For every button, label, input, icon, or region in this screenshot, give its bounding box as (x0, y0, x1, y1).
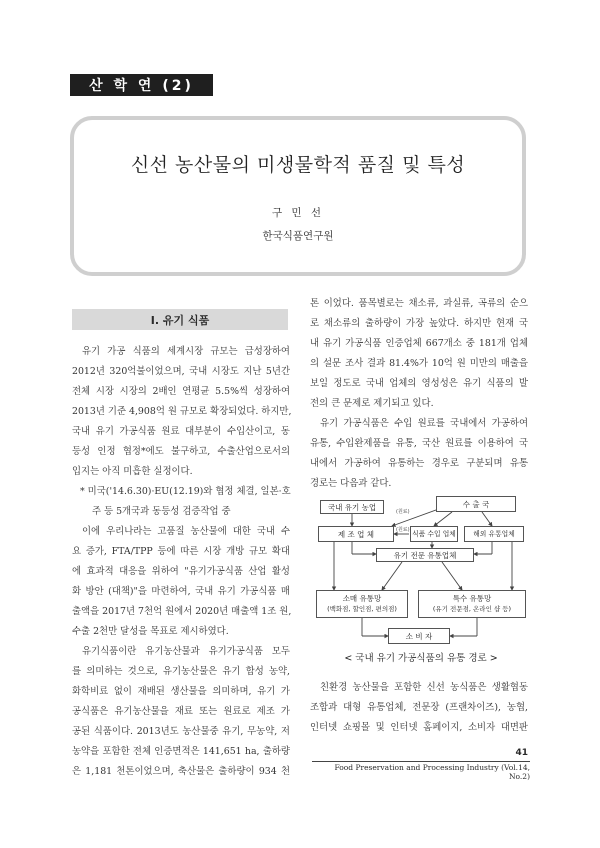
text-line: 로 채소류의 출하량이 가장 높았다. 하지만 현재 국 (310, 318, 528, 329)
node-dedicated-distributor: 유기 전문 유통업체 (376, 548, 474, 562)
node-domestic-farms: 국내 유기 농업 (320, 500, 384, 514)
text-line: 유기 가공식품은 수입 원료를 국내에서 가공하여 (320, 418, 528, 429)
text-line: 보일 정도로 국내 업체의 영성성은 유기 식품의 발 (310, 378, 528, 389)
text-line: 주 등 5개국과 동등성 검증작업 중 (92, 506, 231, 517)
section-heading: Ⅰ. 유기 식품 (72, 309, 288, 330)
node-food-importer: 식품 수입 업체 (410, 526, 458, 542)
right-column-text-top (310, 294, 528, 494)
text-line: 공식품은 유기농산물을 재료 또는 원료로 제조 가 (72, 706, 290, 717)
footer-rule (312, 761, 530, 762)
author-affiliation: 한국식품연구원 (262, 230, 334, 242)
text-line: 유기식품이란 유기농산물과 유기가공식품 모두 (82, 646, 290, 657)
series-badge: 산 학 연 (2) (70, 74, 213, 96)
text-line: 의 설문 조사 결과 81.4%가 10억 원 미만의 매출을 (310, 358, 528, 369)
text-line: 등성 인정 협정*에도 불구하고, 수출산업으로서의 (72, 446, 290, 457)
title-frame (70, 116, 526, 276)
node-overseas-distributor: 해외 유통업체 (464, 526, 524, 542)
special-channel-label: 특수 유통망 (452, 594, 492, 603)
right-column-text-bottom (310, 678, 528, 738)
text-line: 화 방안 (대책)"을 마련하여, 국내 유기 가공식품 매 (72, 586, 290, 597)
text-line: 톤 이었다. 품목별로는 채소류, 과실류, 곡류의 순으 (310, 298, 528, 309)
journal-name: Food Preservation and Processing Industry (Vol.14, No.2) (334, 763, 530, 781)
text-line: 출액을 2017년 7천억 원에서 2020년 매출액 1조 원, (72, 606, 292, 617)
text-line: 2013년 기준 4,908억 원 규모로 확장되었다. 하지만, (72, 406, 292, 417)
text-line: 인터넷 쇼핑몰 및 인터넷 홈페이지, 소비자 대면판 (310, 722, 528, 733)
text-line: 친환경 농산물을 포함한 신선 농식품은 생활협동 (320, 682, 528, 693)
diagram-caption: < 국내 유기 가공식품의 유통 경로 > (344, 653, 498, 664)
text-line: 화학비료 없이 재배된 생산물을 의미하며, 유기 가 (72, 686, 290, 697)
node-manufacturer: 제 조 업 체 (318, 526, 394, 542)
text-line: 2012년 320억불이었으며, 국내 시장도 지난 5년간 (72, 366, 290, 377)
text-line: 에 효과적 대응을 위하여 "유기가공식품 산업 활성 (72, 566, 290, 577)
distribution-diagram (312, 492, 530, 648)
raw-material-label-1: (원료) (396, 509, 410, 515)
node-special-channel (418, 590, 526, 618)
text-line: 공된 식품이다. 2013년도 농산물중 유기, 무농약, 저 (72, 726, 290, 737)
raw-material-label-2: (원료) (396, 527, 410, 533)
text-line: 를 의미하는 것으로, 유기농산물은 유기 합성 농약, (72, 666, 290, 677)
text-line: 농약을 포함한 전체 인증면적은 141,651 ha, 출하량 (72, 746, 290, 757)
text-line: 국내 유기 가공식품 원료 대부분이 수입산이고, 동 (72, 426, 290, 437)
diagram-connectors (312, 492, 530, 648)
text-line: 은 1,181 천톤이었으며, 축산물은 출하량이 934 천 (72, 766, 290, 777)
left-column-text (72, 342, 290, 782)
special-channel-detail: (유기 전문점, 온라인 샵 등) (432, 605, 512, 613)
node-consumer: 소 비 자 (388, 628, 450, 644)
text-line: 유통, 수입완제품을 유통, 국산 원료를 이용하여 국 (310, 438, 528, 449)
text-line: 이에 우리나라는 고품질 농산물에 대한 국내 수 (82, 526, 290, 537)
text-line: 조합과 대형 유통업체, 전문장 (프랜차이즈), 농협, (310, 702, 528, 713)
text-line: 입지는 아직 미흡한 실정이다. (72, 466, 193, 477)
retail-channel-detail: (백화점, 할인점, 편의점) (327, 605, 397, 613)
node-importer: 수 출 국 (436, 496, 516, 512)
text-line: 전체 시장 시장의 2배인 연평균 5.5%씩 성장하여 (72, 386, 290, 397)
author-name: 구 민 선 (271, 207, 325, 219)
text-line: * 미국('14.6.30)·EU(12.19)와 협정 체결, 일본·호 (80, 486, 291, 497)
text-line: 전의 큰 문제로 제기되고 있다. (310, 398, 434, 409)
node-retail-channel (316, 590, 408, 618)
text-line: 수출 2천만 달성을 목표로 제시하였다. (72, 626, 229, 637)
text-line: 내에서 가공하여 유통하는 경우로 구분되며 유통 (310, 458, 528, 469)
text-line: 경로는 다음과 같다. (310, 478, 392, 489)
text-line: 유기 가공 식품의 세계시장 규모는 급성장하여 (82, 346, 290, 357)
text-line: 요 증가, FTA/TPP 등에 따른 시장 개방 규모 확대 (72, 546, 290, 557)
text-line: 내 유기 가공식품 인증업체 667개소 중 181개 업체 (310, 338, 528, 349)
retail-channel-label: 소매 유통망 (342, 594, 382, 603)
page-number: 41 (515, 748, 528, 758)
article-title: 신선 농산물의 미생물학적 품질 및 특성 (130, 154, 466, 176)
